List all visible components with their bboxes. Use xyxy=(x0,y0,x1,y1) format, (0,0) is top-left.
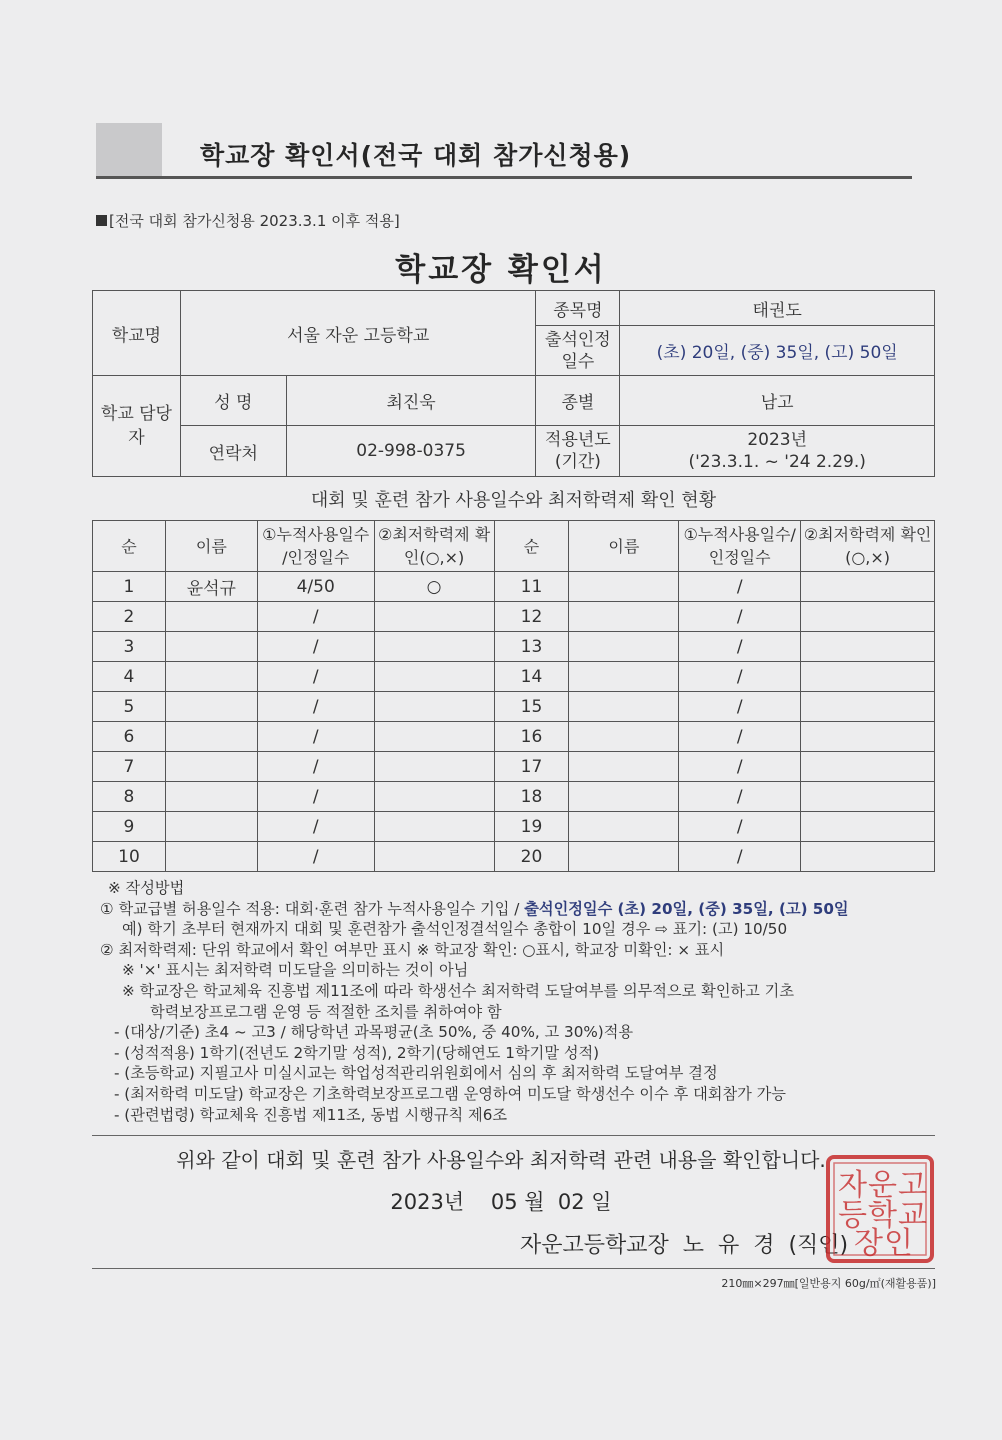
paper-spec: 210㎜×297㎜[일반용지 60g/㎡(재활용품)] xyxy=(721,1277,936,1290)
table-cell-l-no: 7 xyxy=(93,752,166,782)
header-rule xyxy=(96,176,912,179)
table-cell-r-check xyxy=(801,602,935,632)
table-cell-l-no: 2 xyxy=(93,602,166,632)
col-header-check-right: ②최저학력제 확인(○,×) xyxy=(801,521,935,572)
table-cell-r-days: / xyxy=(679,572,801,602)
detail-5: - (관련법령) 학교체육 진흥법 제11조, 동법 시행규칙 제6조 xyxy=(114,1105,508,1124)
table-cell-r-check xyxy=(801,722,935,752)
note-2-a: ※ '×' 표시는 최저학력 미도달을 의미하는 것이 아님 xyxy=(122,961,469,980)
table-cell-r-days: / xyxy=(679,842,801,872)
table-row xyxy=(93,602,935,632)
table-cell-l-name xyxy=(165,782,257,812)
svg-text:학: 학 xyxy=(868,1198,897,1233)
header-gray-block xyxy=(96,123,162,178)
table-cell-r-check xyxy=(801,812,935,842)
detail-3: - (초등학교) 지필고사 미실시교는 학업성적관리위원회에서 심의 후 최저학력 도달여부 결정 xyxy=(114,1064,718,1083)
table-row xyxy=(93,782,935,812)
table-row xyxy=(93,662,935,692)
table-cell-r-days: / xyxy=(679,602,801,632)
table-cell-r-days: / xyxy=(679,752,801,782)
instructions xyxy=(100,878,940,1125)
table-cell-l-check xyxy=(374,722,494,752)
note-1-text: ① 학교급별 허용일수 적용: 대회·훈련 참가 누적사용일수 기입 / xyxy=(100,899,525,918)
document-title: 학교장 확인서 xyxy=(395,252,607,288)
year-value xyxy=(620,426,935,477)
table-cell-l-days: / xyxy=(257,722,374,752)
table-cell-l-name xyxy=(165,602,257,632)
col-header-name-right: 이름 xyxy=(569,521,679,572)
svg-text:자: 자 xyxy=(838,1168,867,1203)
note-1 xyxy=(100,899,940,920)
table-cell-r-days: / xyxy=(679,722,801,752)
table-row xyxy=(93,692,935,722)
official-seal xyxy=(824,1153,936,1265)
attend-label: 출석인정 일수 xyxy=(536,326,620,376)
table-row xyxy=(93,842,935,872)
table-cell-l-name xyxy=(165,722,257,752)
form-tag-text: [전국 대회 참가신청용 2023.3.1 이후 적용] xyxy=(109,212,400,230)
table-cell-l-no: 8 xyxy=(93,782,166,812)
table-cell-l-name xyxy=(165,812,257,842)
table-cell-l-check xyxy=(374,812,494,842)
col-header-check-left: ②최저학력제 확인(○,×) xyxy=(374,521,494,572)
detail-4: - (최저학력 미도달) 학교장은 기초학력보장프로그램 운영하여 미도달 학생선수 이수 후 대회참가 가능 xyxy=(114,1084,786,1103)
table-cell-r-check xyxy=(801,782,935,812)
note-2-b2: 학력보장프로그램 운영 등 적절한 조치를 취하여야 함 xyxy=(150,1002,502,1021)
table-cell-r-name xyxy=(569,842,679,872)
detail-1: - (대상/기준) 초4 ~ 고3 / 해당학년 과목평균(초 50%, 중 40%, 고 30%)적용 xyxy=(114,1023,634,1042)
table-cell-r-no: 15 xyxy=(494,692,569,722)
table-cell-r-check xyxy=(801,632,935,662)
year-label: 적용년도 (기간) xyxy=(536,426,620,477)
table-cell-l-check xyxy=(374,602,494,632)
table-cell-l-name xyxy=(165,692,257,722)
note-1-example: 예) 학기 초부터 현재까지 대회 및 훈련참가 출석인정결석일수 총합이 10일 경우 ⇨ 표기: (고) 10/50 xyxy=(122,920,788,939)
table-cell-r-check xyxy=(801,842,935,872)
confirmation-statement: 위와 같이 대회 및 훈련 참가 사용일수와 최저학력 관련 내용을 확인합니다. xyxy=(176,1148,826,1172)
name-value: 최진욱 xyxy=(286,376,536,426)
table-cell-l-check: ○ xyxy=(374,572,494,602)
principal-signature: 자운고등학교장 노 유 경 (직인) xyxy=(520,1233,849,1258)
table-cell-r-name xyxy=(569,722,679,752)
table-cell-r-name xyxy=(569,602,679,632)
table-cell-r-check xyxy=(801,662,935,692)
table-cell-r-no: 13 xyxy=(494,632,569,662)
table-cell-l-check xyxy=(374,692,494,722)
col-header-no-left: 순 xyxy=(93,521,166,572)
table-cell-r-name xyxy=(569,782,679,812)
roster-table xyxy=(92,520,935,872)
table-cell-r-name xyxy=(569,662,679,692)
table-cell-l-days: / xyxy=(257,782,374,812)
table-cell-r-days: / xyxy=(679,812,801,842)
table-row xyxy=(93,752,935,782)
table-cell-l-no: 10 xyxy=(93,842,166,872)
table-cell-r-check xyxy=(801,572,935,602)
header-title: 학교장 확인서(전국 대회 참가신청용) xyxy=(200,141,632,170)
note-1-bold: 출석인정일수 (초) 20일, (중) 35일, (고) 50일 xyxy=(524,899,849,918)
table-cell-r-name xyxy=(569,572,679,602)
table-cell-l-no: 3 xyxy=(93,632,166,662)
issue-date: 2023년 05 월 02 일 xyxy=(390,1190,612,1214)
svg-text:교: 교 xyxy=(898,1198,927,1233)
table-cell-l-days: / xyxy=(257,812,374,842)
table-cell-r-no: 16 xyxy=(494,722,569,752)
square-bullet-icon xyxy=(96,215,107,226)
notes-divider xyxy=(92,1135,935,1136)
col-header-days-left: ①누적사용일수 /인정일수 xyxy=(257,521,374,572)
note-2-b1: ※ 학교장은 학교체육 진흥법 제11조에 따라 학생선수 최저학력 도달여부를 의무적으로 확인하고 기초 xyxy=(122,981,795,1000)
period-text: ('23.3.1. ~ '24 2.29.) xyxy=(688,452,866,472)
school-info-table xyxy=(92,290,935,477)
table-cell-r-no: 14 xyxy=(494,662,569,692)
note-2: ② 최저학력제: 단위 학교에서 확인 여부만 표시 ※ 학교장 확인: ○표시, 학교장 미확인: × 표시 xyxy=(100,940,725,959)
svg-text:운: 운 xyxy=(868,1168,897,1203)
roster-body xyxy=(93,572,935,872)
instructions-heading: ※ 작성방법 xyxy=(108,879,185,897)
svg-text:인: 인 xyxy=(884,1226,913,1261)
table-cell-l-days: / xyxy=(257,752,374,782)
table-cell-r-no: 19 xyxy=(494,812,569,842)
table-cell-l-days: / xyxy=(257,632,374,662)
table-cell-r-name xyxy=(569,632,679,662)
table-cell-r-no: 12 xyxy=(494,602,569,632)
svg-text:고: 고 xyxy=(898,1168,927,1203)
table-cell-r-days: / xyxy=(679,662,801,692)
year-text: 2023년 xyxy=(747,430,808,450)
phone-value: 02-998-0375 xyxy=(286,426,536,477)
table-cell-l-days: / xyxy=(257,662,374,692)
table-cell-r-name xyxy=(569,752,679,782)
table-cell-r-no: 18 xyxy=(494,782,569,812)
table-cell-l-name xyxy=(165,752,257,782)
school-name: 서울 자운 고등학교 xyxy=(180,291,536,376)
table-cell-l-no: 4 xyxy=(93,662,166,692)
table-cell-l-name xyxy=(165,662,257,692)
sport-value: 태권도 xyxy=(620,291,935,326)
table-cell-l-days: / xyxy=(257,602,374,632)
table-cell-r-days: / xyxy=(679,632,801,662)
table-cell-l-check xyxy=(374,632,494,662)
table-cell-l-days: / xyxy=(257,692,374,722)
table-cell-l-days: / xyxy=(257,842,374,872)
detail-2: - (성적적용) 1학기(전년도 2학기말 성적), 2학기(당해연도 1학기말 성적) xyxy=(114,1043,600,1062)
table-cell-r-days: / xyxy=(679,692,801,722)
table-cell-l-days: 4/50 xyxy=(257,572,374,602)
table-cell-l-name: 윤석규 xyxy=(165,572,257,602)
table-cell-l-check xyxy=(374,782,494,812)
attend-value: (초) 20일, (중) 35일, (고) 50일 xyxy=(620,326,935,376)
phone-label: 연락처 xyxy=(180,426,286,477)
table-cell-r-no: 17 xyxy=(494,752,569,782)
table-cell-l-no: 6 xyxy=(93,722,166,752)
roster-title: 대회 및 훈련 참가 사용일수와 최저학력제 확인 현황 xyxy=(310,490,717,511)
table-cell-l-no: 1 xyxy=(93,572,166,602)
name-label: 성 명 xyxy=(180,376,286,426)
table-row xyxy=(93,722,935,752)
table-cell-l-check xyxy=(374,662,494,692)
table-cell-r-name xyxy=(569,812,679,842)
sport-label: 종목명 xyxy=(536,291,620,326)
table-cell-r-check xyxy=(801,752,935,782)
svg-text:장: 장 xyxy=(854,1226,883,1261)
table-cell-l-no: 5 xyxy=(93,692,166,722)
gender-value: 남고 xyxy=(620,376,935,426)
table-cell-l-check xyxy=(374,842,494,872)
footer-divider xyxy=(92,1268,935,1269)
gender-label: 종별 xyxy=(536,376,620,426)
table-cell-r-no: 20 xyxy=(494,842,569,872)
svg-text:등: 등 xyxy=(838,1198,867,1233)
school-label: 학교명 xyxy=(93,291,181,376)
col-header-no-right: 순 xyxy=(494,521,569,572)
contact-label: 학교 담당자 xyxy=(93,376,181,477)
table-cell-l-name xyxy=(165,632,257,662)
table-row xyxy=(93,572,935,602)
table-cell-l-name xyxy=(165,842,257,872)
form-tag xyxy=(96,210,400,231)
col-header-name-left: 이름 xyxy=(165,521,257,572)
col-header-days-right: ①누적사용일수/ 인정일수 xyxy=(679,521,801,572)
table-cell-l-no: 9 xyxy=(93,812,166,842)
table-row xyxy=(93,812,935,842)
table-cell-r-check xyxy=(801,692,935,722)
table-cell-l-check xyxy=(374,752,494,782)
table-cell-r-days: / xyxy=(679,782,801,812)
table-row xyxy=(93,632,935,662)
table-cell-r-no: 11 xyxy=(494,572,569,602)
table-cell-r-name xyxy=(569,692,679,722)
